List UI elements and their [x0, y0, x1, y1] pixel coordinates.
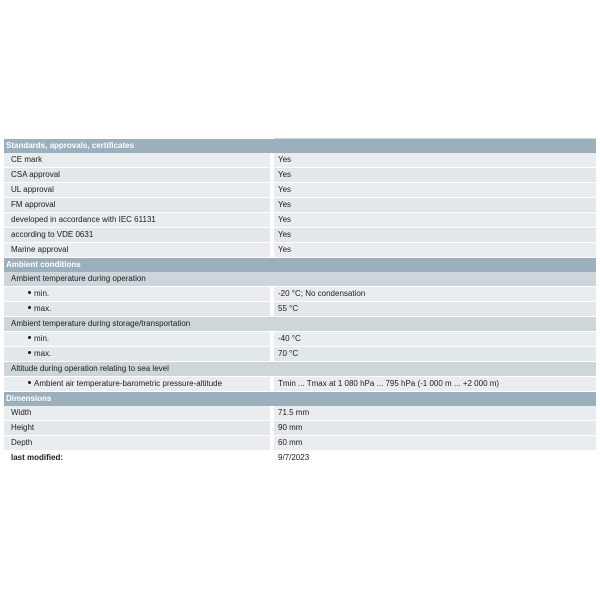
row-iec-61131 — [4, 213, 596, 228]
row-label: Depth — [4, 436, 270, 450]
row-marine-approval — [4, 243, 596, 258]
row-label — [4, 287, 270, 301]
subheader-storage-temp: Ambient temperature during storage/transportation — [4, 317, 596, 332]
footer-value: 9/7/2023 — [278, 453, 310, 462]
row-label: CE mark — [4, 153, 270, 167]
row-value: Yes — [274, 183, 596, 197]
bullet-icon — [28, 336, 31, 339]
row-label: according to VDE 0631 — [4, 228, 270, 242]
row-value: 90 mm — [274, 421, 596, 435]
section-header-ambient: Ambient conditions — [4, 258, 596, 272]
row-label: FM approval — [4, 198, 270, 212]
section-header-standards: Standards, approvals, certificates — [4, 139, 596, 153]
footer-last-modified — [4, 451, 596, 464]
bullet-icon — [28, 291, 31, 294]
row-label — [4, 347, 270, 361]
row-value: 55 °C — [274, 302, 596, 316]
row-label-text: max. — [34, 304, 52, 313]
row-value: Yes — [274, 168, 596, 182]
row-value: Tmin ... Tmax at 1 080 hPa ... 795 hPa (-1 000 m ... +2 000 m) — [274, 377, 596, 391]
row-value: Yes — [274, 213, 596, 227]
row-operation-max — [4, 302, 596, 317]
spec-sheet — [4, 128, 596, 464]
row-label: Marine approval — [4, 243, 270, 257]
bullet-icon — [28, 351, 31, 354]
row-label-text: min. — [34, 334, 50, 343]
row-label: Height — [4, 421, 270, 435]
row-value: Yes — [274, 228, 596, 242]
row-fm-approval — [4, 198, 596, 213]
row-value: Yes — [274, 198, 596, 212]
row-ce-mark — [4, 153, 596, 168]
row-label: Width — [4, 406, 270, 420]
row-value: -20 °C; No condensation — [274, 287, 596, 301]
bullet-icon — [28, 306, 31, 309]
row-value: 71.5 mm — [274, 406, 596, 420]
bullet-icon — [28, 381, 31, 384]
top-rule — [274, 128, 596, 139]
row-label: UL approval — [4, 183, 270, 197]
row-width — [4, 406, 596, 421]
row-value: Yes — [274, 243, 596, 257]
subheader-operation-temp: Ambient temperature during operation — [4, 272, 596, 287]
footer-label: last modified: — [11, 453, 64, 462]
row-label — [4, 302, 270, 316]
row-value: 70 °C — [274, 347, 596, 361]
row-label: developed in accordance with IEC 61131 — [4, 213, 270, 227]
row-storage-min — [4, 332, 596, 347]
row-csa-approval — [4, 168, 596, 183]
row-label — [4, 377, 270, 391]
row-label: CSA approval — [4, 168, 270, 182]
row-depth — [4, 436, 596, 451]
row-vde-0631 — [4, 228, 596, 243]
row-label-text: Ambient air temperature-barometric pressure-altitude — [34, 379, 223, 388]
row-value: -40 °C — [274, 332, 596, 346]
section-header-dimensions: Dimensions — [4, 392, 596, 406]
row-label-text: min. — [34, 289, 50, 298]
subheader-altitude: Altitude during operation relating to sea level — [4, 362, 596, 377]
row-operation-min — [4, 287, 596, 302]
row-ul-approval — [4, 183, 596, 198]
row-label — [4, 332, 270, 346]
row-altitude — [4, 377, 596, 392]
row-value: 60 mm — [274, 436, 596, 450]
row-value: Yes — [274, 153, 596, 167]
row-label-text: max. — [34, 349, 52, 358]
row-storage-max — [4, 347, 596, 362]
row-height — [4, 421, 596, 436]
